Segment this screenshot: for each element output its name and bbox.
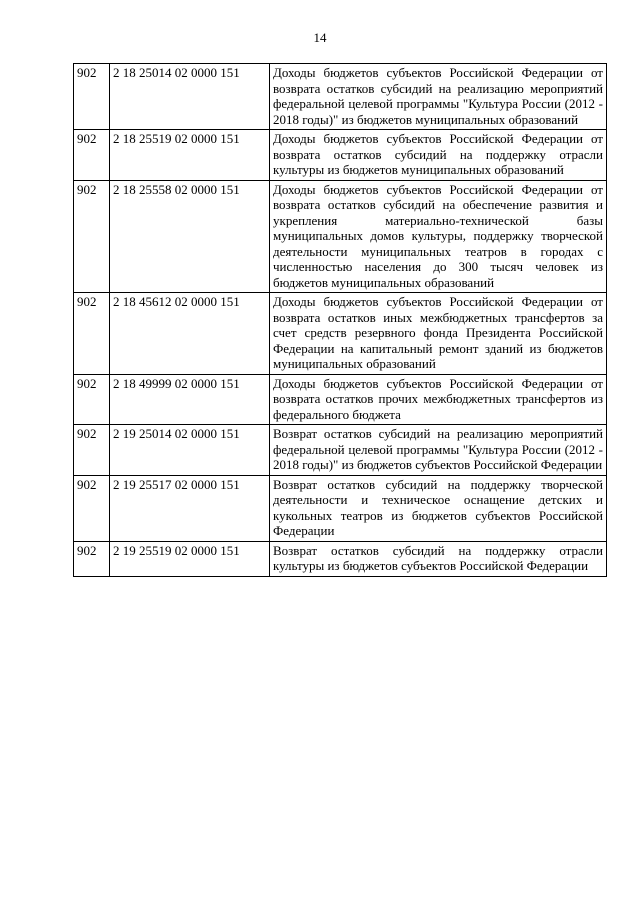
budget-code-cell: 2 18 25558 02 0000 151 bbox=[110, 180, 270, 293]
page-number: 14 bbox=[313, 30, 327, 45]
revenue-name-cell: Возврат остатков субсидий на поддержку отрасли культуры из бюджетов субъектов Российской Федерации bbox=[270, 541, 607, 576]
admin-code-cell: 902 bbox=[74, 541, 110, 576]
admin-code-cell: 902 bbox=[74, 180, 110, 293]
admin-code-cell: 902 bbox=[74, 293, 110, 375]
budget-code-cell: 2 19 25519 02 0000 151 bbox=[110, 541, 270, 576]
admin-code-cell: 902 bbox=[74, 425, 110, 476]
table-row bbox=[74, 64, 607, 130]
table-row bbox=[74, 130, 607, 181]
budget-code-cell: 2 18 45612 02 0000 151 bbox=[110, 293, 270, 375]
table-row bbox=[74, 475, 607, 541]
revenue-name-cell: Доходы бюджетов субъектов Российской Федерации от возврата остатков субсидий на поддержку отрасли культуры из бюджетов муниципальных образований bbox=[270, 130, 607, 181]
admin-code-cell: 902 bbox=[74, 64, 110, 130]
budget-code-cell: 2 19 25014 02 0000 151 bbox=[110, 425, 270, 476]
table-row bbox=[74, 541, 607, 576]
table-row bbox=[74, 425, 607, 476]
revenue-name-cell: Доходы бюджетов субъектов Российской Федерации от возврата остатков иных межбюджетных трансфертов за счет средств резервного фонда Президента Российской Федерации на капитальный ремонт зданий из бюджетов муниципальных образований bbox=[270, 293, 607, 375]
admin-code-cell: 902 bbox=[74, 374, 110, 425]
revenue-name-cell: Доходы бюджетов субъектов Российской Федерации от возврата остатков субсидий на обеспечение развития и укрепления материально-технической базы муниципальных домов культуры, поддержку творческой деятельности муниципальных театров в городах с численностью населения до 300 тысяч человек из бюджетов муниципальных образований bbox=[270, 180, 607, 293]
table-row bbox=[74, 180, 607, 293]
budget-code-cell: 2 18 49999 02 0000 151 bbox=[110, 374, 270, 425]
revenue-name-cell: Возврат остатков субсидий на реализацию мероприятий федеральной целевой программы "Культура России (2012 - 2018 годы)" из бюджетов субъектов Российской Федерации bbox=[270, 425, 607, 476]
admin-code-cell: 902 bbox=[74, 130, 110, 181]
budget-code-cell: 2 18 25519 02 0000 151 bbox=[110, 130, 270, 181]
revenue-name-cell: Доходы бюджетов субъектов Российской Федерации от возврата остатков субсидий на реализацию мероприятий федеральной целевой программы "Культура России (2012 - 2018 годы)" из бюджетов муниципальных образований bbox=[270, 64, 607, 130]
revenue-name-cell: Доходы бюджетов субъектов Российской Федерации от возврата остатков прочих межбюджетных трансфертов из федерального бюджета bbox=[270, 374, 607, 425]
table-row bbox=[74, 374, 607, 425]
admin-code-cell: 902 bbox=[74, 475, 110, 541]
budget-code-cell: 2 18 25014 02 0000 151 bbox=[110, 64, 270, 130]
budget-code-cell: 2 19 25517 02 0000 151 bbox=[110, 475, 270, 541]
table-row bbox=[74, 293, 607, 375]
revenue-name-cell: Возврат остатков субсидий на поддержку творческой деятельности и техническое оснащение детских и кукольных театров из бюджетов субъектов Российской Федерации bbox=[270, 475, 607, 541]
budget-classification-table bbox=[73, 63, 607, 577]
